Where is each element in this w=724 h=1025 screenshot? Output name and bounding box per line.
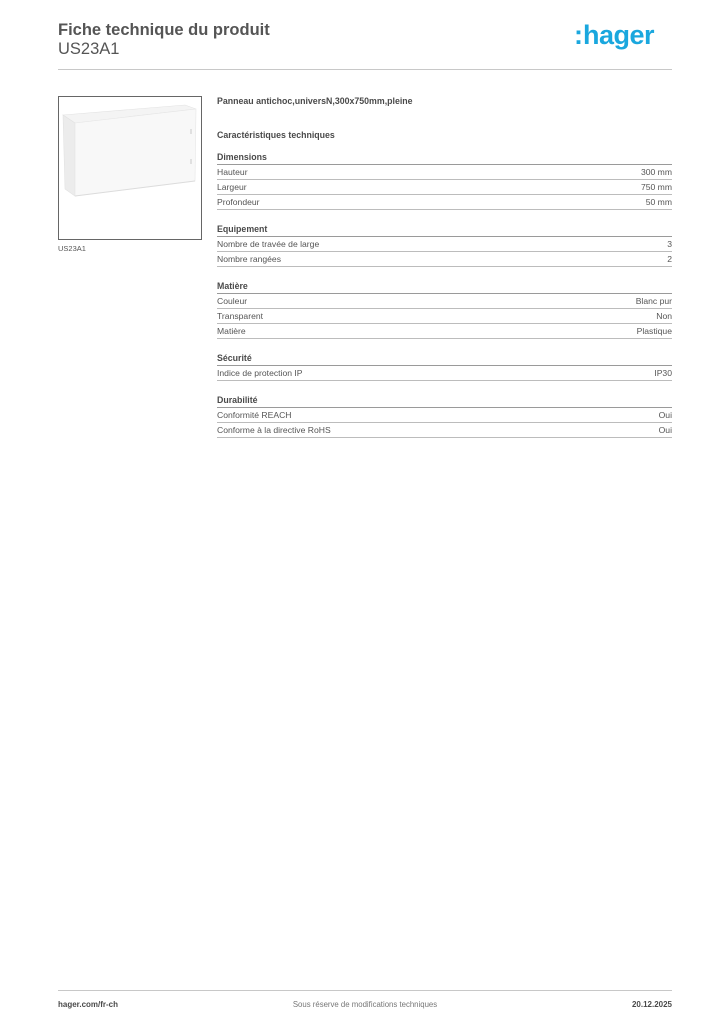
spec-row-profondeur xyxy=(217,195,672,210)
spec-label: Conformité REACH xyxy=(217,410,292,420)
spec-label: Profondeur xyxy=(217,197,260,207)
spec-row-travee xyxy=(217,237,672,252)
hager-logo: :hager xyxy=(573,20,654,50)
spec-row-couleur xyxy=(217,294,672,309)
spec-row-rangees xyxy=(217,252,672,267)
page-header xyxy=(58,20,672,70)
spec-row-hauteur xyxy=(217,165,672,180)
page-title: Fiche technique du produit xyxy=(58,21,270,39)
spec-value: Oui xyxy=(658,425,672,435)
page-footer xyxy=(58,990,672,1025)
footer-date: 20.12.2025 xyxy=(631,1000,672,1009)
spec-label: Indice de protection IP xyxy=(217,368,303,378)
spec-label: Nombre de travée de large xyxy=(217,239,320,249)
spec-label: Couleur xyxy=(217,296,248,306)
spec-value: Oui xyxy=(658,410,672,420)
section-securite xyxy=(217,352,672,381)
spec-row-matiere xyxy=(217,324,672,339)
spec-row-largeur xyxy=(217,180,672,195)
spec-label: Transparent xyxy=(217,311,264,321)
logo-text: hager xyxy=(582,20,654,50)
spec-label: Matière xyxy=(217,326,246,336)
specs-heading: Caractéristiques techniques xyxy=(217,130,335,140)
spec-row-reach xyxy=(217,408,672,423)
specifications xyxy=(217,95,672,438)
spec-row-ip xyxy=(217,366,672,381)
spec-value: 300 mm xyxy=(640,167,672,177)
section-title: Matière xyxy=(217,280,672,294)
spec-label: Largeur xyxy=(217,182,247,192)
footer-disclaimer: Sous réserve de modifications techniques xyxy=(292,1000,438,1009)
spec-value: 2 xyxy=(667,254,672,264)
section-durabilite xyxy=(217,394,672,438)
spec-value: 50 mm xyxy=(645,197,672,207)
section-title: Durabilité xyxy=(217,394,672,408)
footer-website-link[interactable]: hager.com/fr-ch xyxy=(58,1000,119,1009)
section-title: Equipement xyxy=(217,223,672,237)
product-name: Panneau antichoc,universN,300x750mm,pleine xyxy=(217,96,413,106)
section-matiere xyxy=(217,280,672,339)
product-reference: US23A1 xyxy=(58,40,120,58)
section-dimensions xyxy=(217,151,672,210)
spec-label: Nombre rangées xyxy=(217,254,282,264)
spec-row-transparent xyxy=(217,309,672,324)
section-title: Dimensions xyxy=(217,151,672,165)
spec-value: Non xyxy=(656,311,672,321)
spec-label: Conforme à la directive RoHS xyxy=(217,425,331,435)
spec-label: Hauteur xyxy=(217,167,248,177)
spec-value: IP30 xyxy=(654,368,672,378)
spec-row-rohs xyxy=(217,423,672,438)
spec-value: Blanc pur xyxy=(635,296,672,306)
spec-value: 3 xyxy=(667,239,672,249)
image-caption: US23A1 xyxy=(58,244,86,253)
product-image xyxy=(58,96,202,240)
panel-illustration xyxy=(59,97,201,239)
spec-value: 750 mm xyxy=(640,182,672,192)
spec-value: Plastique xyxy=(636,326,672,336)
section-title: Sécurité xyxy=(217,352,672,366)
section-equipement xyxy=(217,223,672,267)
